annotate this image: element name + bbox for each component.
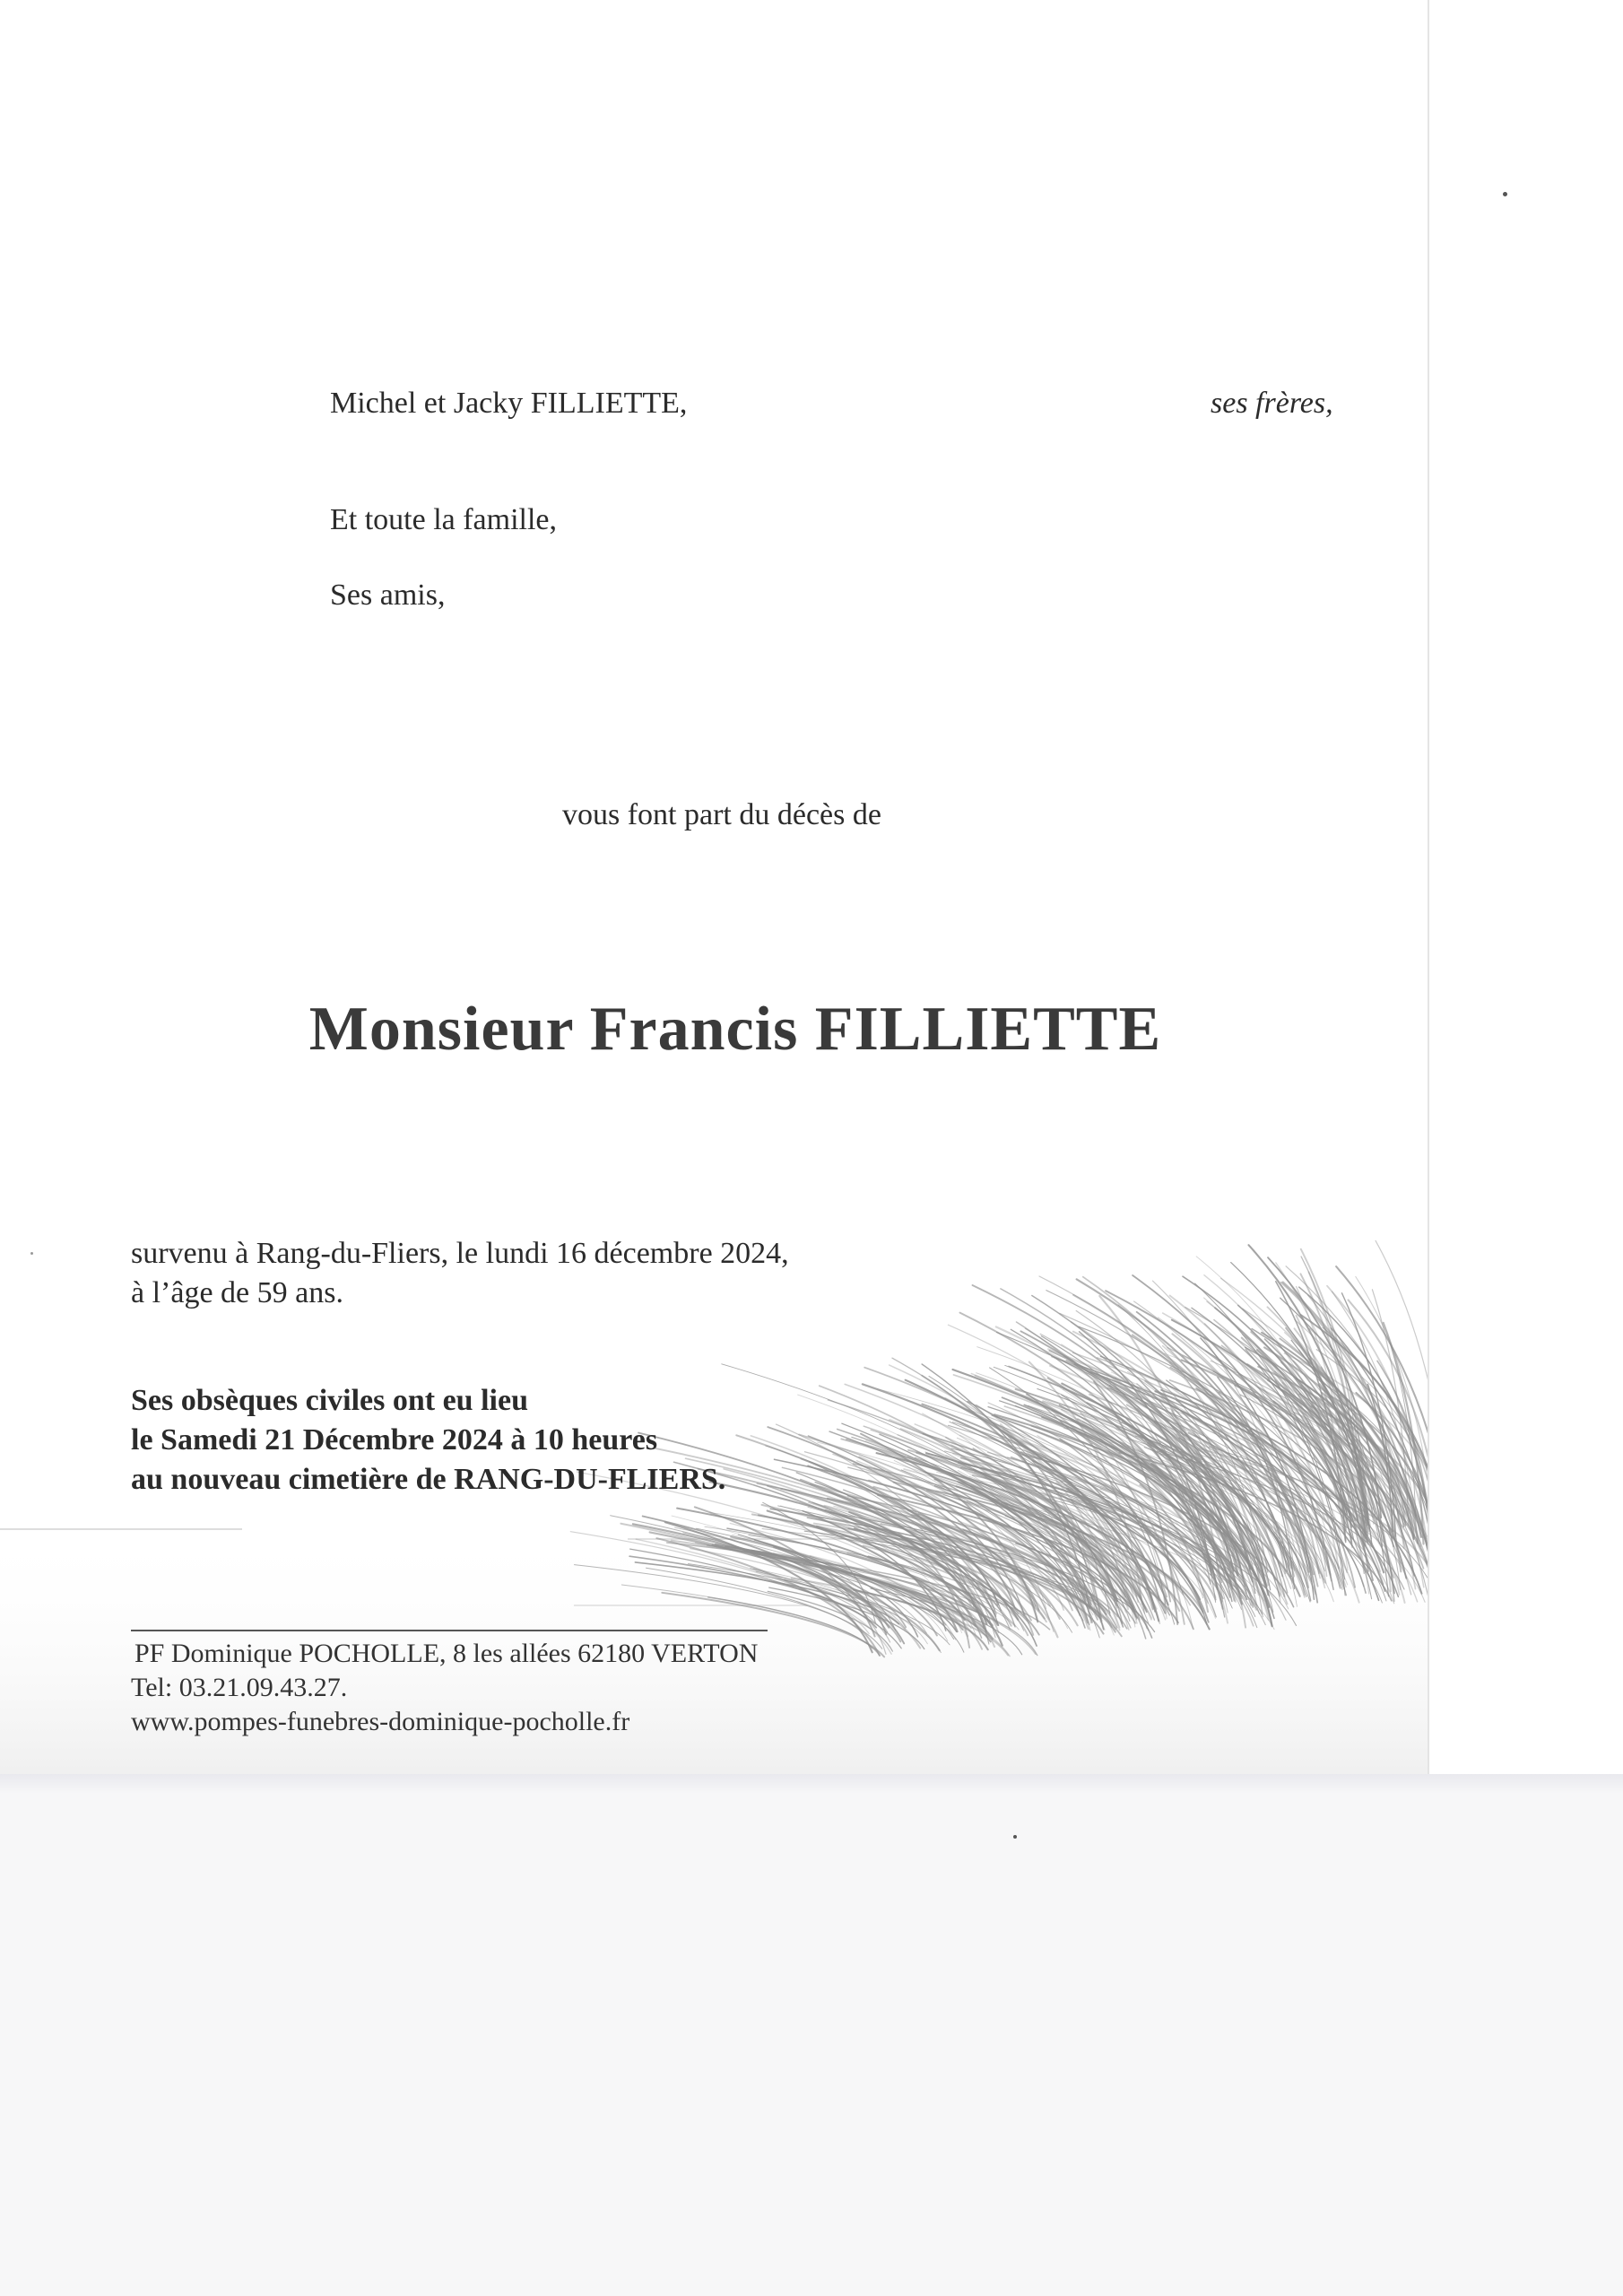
funeral-home-address: PF Dominique POCHOLLE, 8 les allées 62180 VERTON <box>135 1639 759 1668</box>
scan-background <box>0 1774 1623 2296</box>
scan-speck <box>1013 1835 1017 1839</box>
brothers-relation: ses frères, <box>1211 387 1333 420</box>
death-details-line-2: à l’âge de 59 ans. <box>131 1276 343 1309</box>
scan-speck <box>30 1252 33 1255</box>
announcement-text: vous font part du décès de <box>562 798 881 831</box>
funeral-home-website[interactable]: www.pompes-funebres-dominique-pocholle.fr <box>131 1707 630 1736</box>
scan-edge-shadow <box>0 1774 1623 1794</box>
friends-line: Ses amis, <box>330 578 446 612</box>
deceased-name: Monsieur Francis FILLIETTE <box>308 995 1162 1064</box>
funeral-line-1: Ses obsèques civiles ont eu lieu <box>131 1384 528 1417</box>
funeral-home-phone: Tel: 03.21.09.43.27. <box>131 1673 348 1702</box>
death-details-line-1: survenu à Rang-du-Fliers, le lundi 16 décembre 2024, <box>131 1237 789 1270</box>
brothers-names: Michel et Jacky FILLIETTE, <box>330 387 688 420</box>
scan-speck <box>1503 192 1507 196</box>
footer-divider <box>131 1630 768 1631</box>
funeral-line-3: au nouveau cimetière de RANG-DU-FLIERS. <box>131 1463 726 1496</box>
funeral-line-2: le Samedi 21 Décembre 2024 à 10 heures <box>131 1423 658 1457</box>
family-line: Et toute la famille, <box>330 503 558 536</box>
